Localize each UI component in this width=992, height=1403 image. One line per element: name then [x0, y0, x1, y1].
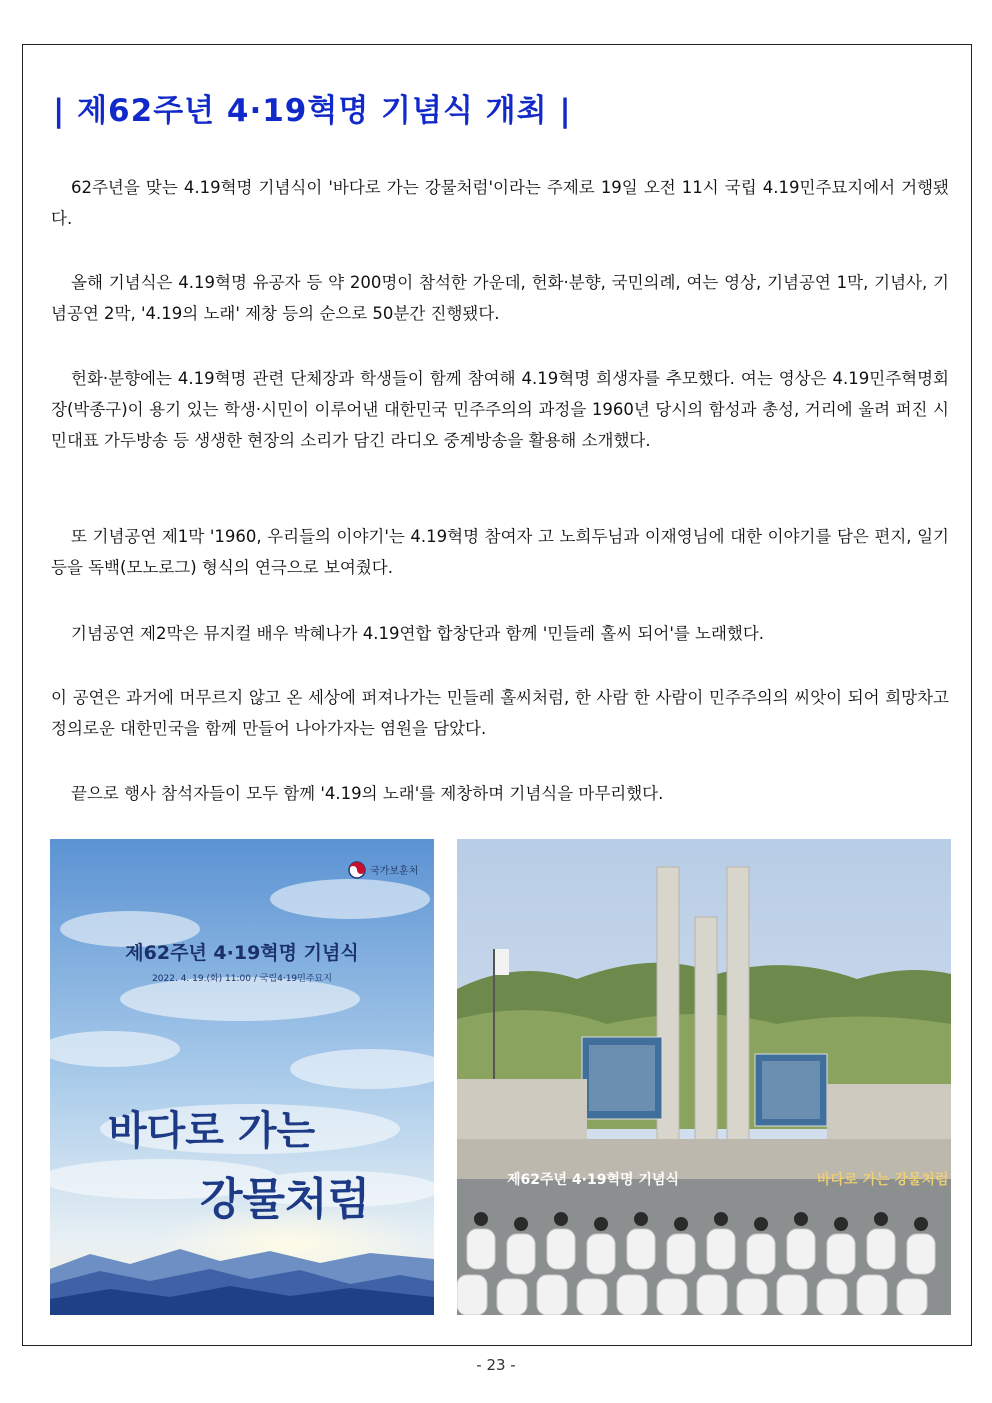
photo-screen-text-left: 제62주년 4·19혁명 기념식 [507, 1172, 679, 1188]
photo-screen-text-right: 바다로 가는 강물처럼 [817, 1172, 949, 1188]
paragraph-2: 올해 기념식은 4.19혁명 유공자 등 약 200명이 참석한 가운데, 헌화·분향, 국민의례, 여는 영상, 기념공연 1막, 기념사, 기념공연 2막, '4.19의 노래' 제창 등의 순으로 50분간 진행됐다. [51, 273, 949, 323]
poster-illustration [50, 839, 434, 1315]
page-frame [22, 44, 972, 1346]
paragraph-7: 끝으로 행사 참석자들이 모두 함께 '4.19의 노래'를 제창하며 기념식을 마무리했다. [71, 784, 664, 803]
poster-title: 제62주년 4·19혁명 기념식 [125, 942, 359, 964]
poster-date-place: 2022. 4. 19.(화) 11:00 / 국립4·19민주묘지 [152, 974, 332, 984]
paragraph-4: 또 기념공연 제1막 '1960, 우리들의 이야기'는 4.19혁명 참여자 고 노희두님과 이재영님에 대한 이야기를 담은 편지, 일기 등을 독백(모노로그) 형식의 연극으로 보여줬다. [51, 527, 949, 577]
poster-slogan-line2: 강물처럼 [200, 1174, 371, 1225]
ceremony-photo [457, 839, 951, 1315]
paragraph-5: 기념공연 제2막은 뮤지컬 배우 박혜나가 4.19연합 합창단과 함께 '민들레 홀씨 되어'를 노래했다. [71, 624, 765, 643]
event-poster-image [50, 839, 434, 1315]
page-title: | 제62주년 4·19혁명 기념식 개최 | [53, 93, 572, 129]
ceremony-illustration [457, 839, 951, 1315]
paragraph-1: 62주년을 맞는 4.19혁명 기념식이 '바다로 가는 강물처럼'이라는 주제로 19일 오전 11시 국립 4.19민주묘지에서 거행됐다. [51, 178, 949, 228]
poster-slogan-line1: 바다로 가는 [108, 1107, 316, 1154]
paragraph-3: 헌화·분향에는 4.19혁명 관련 단체장과 학생들이 함께 참여해 4.19혁명 희생자를 추모했다. 여는 영상은 4.19민주혁명회장(박종구)이 용기 있는 학생·시민이 이루어낸 대한민국 민주주의의 과정을 1960년 당시의 함성과 총성, 거리에 울려 퍼진 시민대표 가두방송 등 생생한 현장의 소리가 담긴 라디오 중계방송을 활용해 소개했다. [51, 369, 949, 450]
paragraph-6: 이 공연은 과거에 머무르지 않고 온 세상에 퍼져나가는 민들레 홀씨처럼, 한 사람 한 사람이 민주주의의 씨앗이 되어 희망차고 정의로운 대한민국을 함께 만들어 나아가자는 염원을 담았다. [51, 688, 949, 738]
page-number: - 23 - [476, 1356, 516, 1374]
poster-agency: 국가보훈처 [370, 866, 419, 877]
